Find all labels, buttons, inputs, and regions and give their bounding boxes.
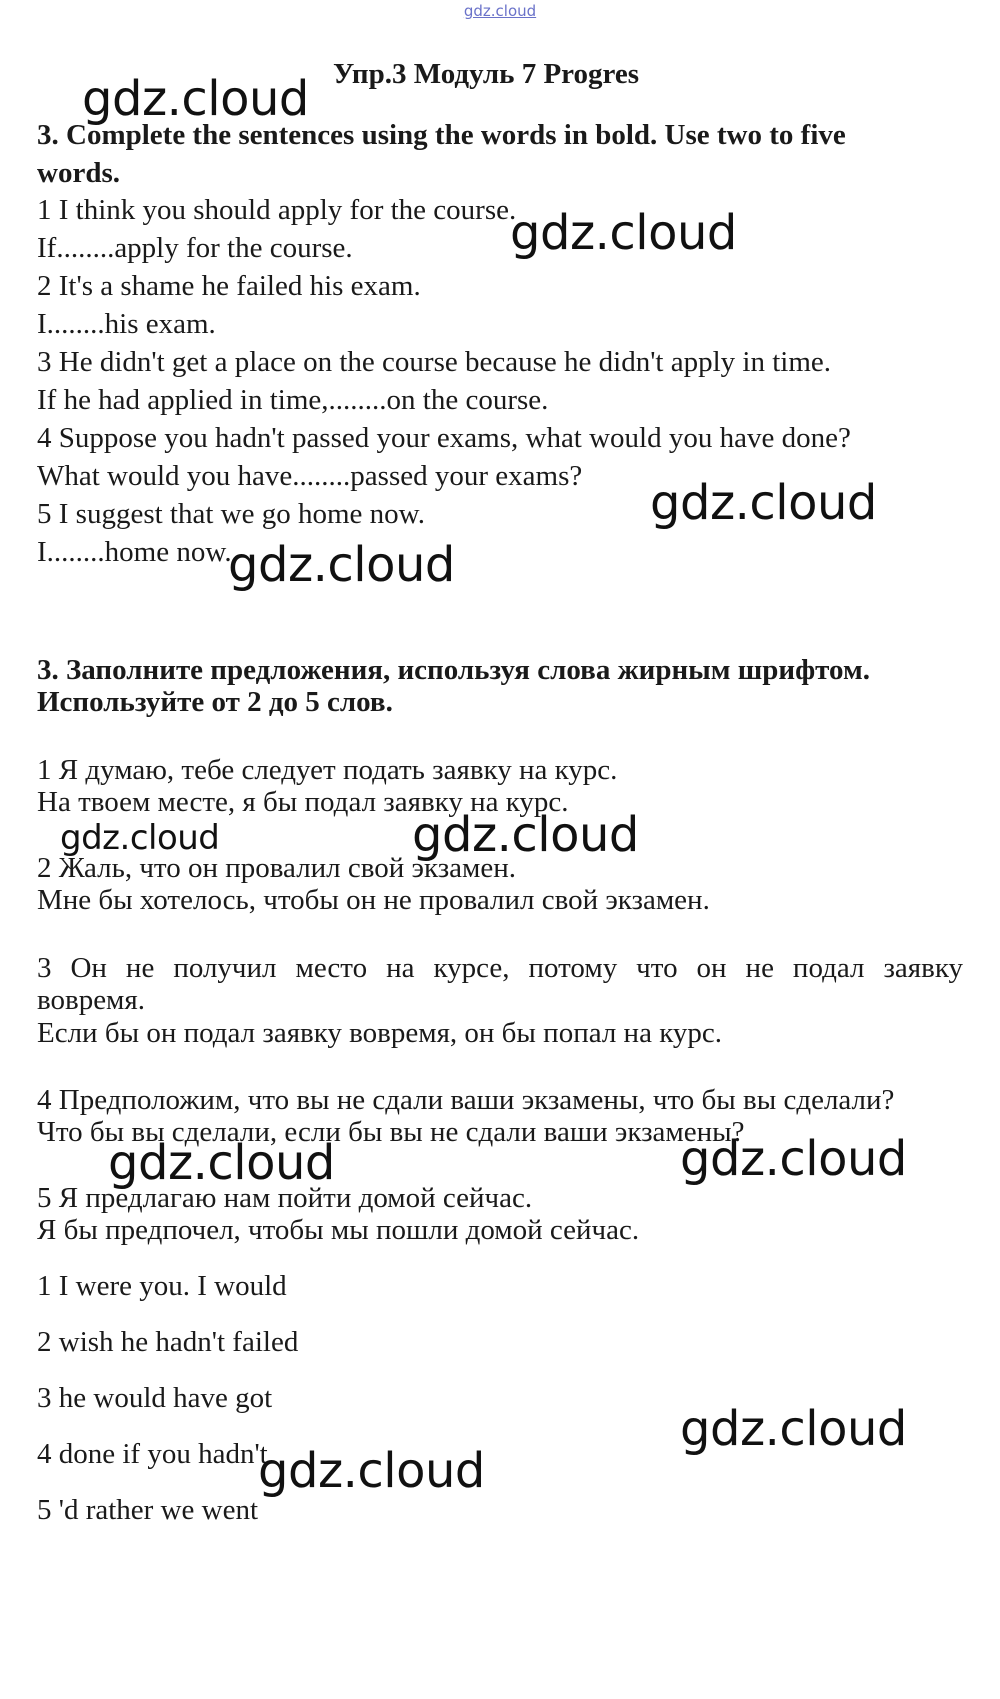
task-ru-sentence-4: 4 Предположим, что вы не сдали ваши экзамены, что бы вы сделали? <box>37 1084 895 1116</box>
watermark: gdz.cloud <box>412 807 639 863</box>
task-en-sentence-1: 1 I think you should apply for the course. <box>37 194 517 226</box>
watermark: gdz.cloud <box>680 1401 907 1457</box>
task-ru-transform-1: На твоем месте, я бы подал заявку на курс. <box>37 786 569 818</box>
watermark: gdz.cloud <box>650 475 877 531</box>
answer-5: 5 'd rather we went <box>37 1494 259 1526</box>
task-ru-sentence-2: 2 Жаль, что он провалил свой экзамен. <box>37 852 517 884</box>
task-en-heading-line2: words. <box>37 157 120 189</box>
watermark: gdz.cloud <box>258 1443 485 1499</box>
top-site-mark[interactable]: gdz.cloud <box>463 2 537 20</box>
task-en-transform-4: What would you have........passed your exams? <box>37 460 583 492</box>
watermark: gdz.cloud <box>510 205 737 261</box>
task-ru-transform-5: Я бы предпочел, чтобы мы пошли домой сейчас. <box>37 1214 640 1246</box>
task-en-heading-line1: 3. Complete the sentences using the words in bold. Use two to five <box>37 119 846 151</box>
page-title: Упр.3 Модуль 7 Progres <box>333 58 640 90</box>
task-ru-heading-line1: 3. Заполните предложения, используя слова жирным шрифтом. <box>37 654 870 686</box>
answer-3: 3 he would have got <box>37 1382 273 1414</box>
answer-2: 2 wish he hadn't failed <box>37 1326 299 1358</box>
answer-4: 4 done if you hadn't <box>37 1438 268 1470</box>
task-en-sentence-5: 5 I suggest that we go home now. <box>37 498 425 530</box>
task-en-sentence-3: 3 He didn't get a place on the course because he didn't apply in time. <box>37 346 832 378</box>
watermark: gdz.cloud <box>60 818 220 858</box>
task-en-transform-3: If he had applied in time,........on the course. <box>37 384 549 416</box>
task-en-transform-5: I........home now. <box>37 536 232 568</box>
task-ru-heading-line2: Используйте от 2 до 5 слов. <box>37 686 393 718</box>
watermark: gdz.cloud <box>228 537 455 593</box>
task-ru-sentence-3-cont: вовремя. <box>37 984 145 1016</box>
watermark: gdz.cloud <box>680 1131 907 1187</box>
task-en-sentence-4: 4 Suppose you hadn't passed your exams, what would you have done? <box>37 422 851 454</box>
watermark: gdz.cloud <box>108 1135 335 1191</box>
task-ru-sentence-1: 1 Я думаю, тебе следует подать заявку на курс. <box>37 754 618 786</box>
task-ru-transform-4: Что бы вы сделали, если бы вы не сдали ваши экзамены? <box>37 1116 745 1148</box>
watermark: gdz.cloud <box>82 71 309 127</box>
answer-1: 1 I were you. I would <box>37 1270 287 1302</box>
task-en-transform-1: If........apply for the course. <box>37 232 353 264</box>
task-en-sentence-2: 2 It's a shame he failed his exam. <box>37 270 421 302</box>
task-ru-transform-2: Мне бы хотелось, чтобы он не провалил свой экзамен. <box>37 884 710 916</box>
task-ru-transform-3: Если бы он подал заявку вовремя, он бы попал на курс. <box>37 1017 722 1049</box>
task-ru-sentence-5: 5 Я предлагаю нам пойти домой сейчас. <box>37 1182 533 1214</box>
task-en-transform-2: I........his exam. <box>37 308 216 340</box>
task-ru-sentence-3: 3 Он не получил место на курсе, потому что он не подал заявку <box>37 952 963 984</box>
